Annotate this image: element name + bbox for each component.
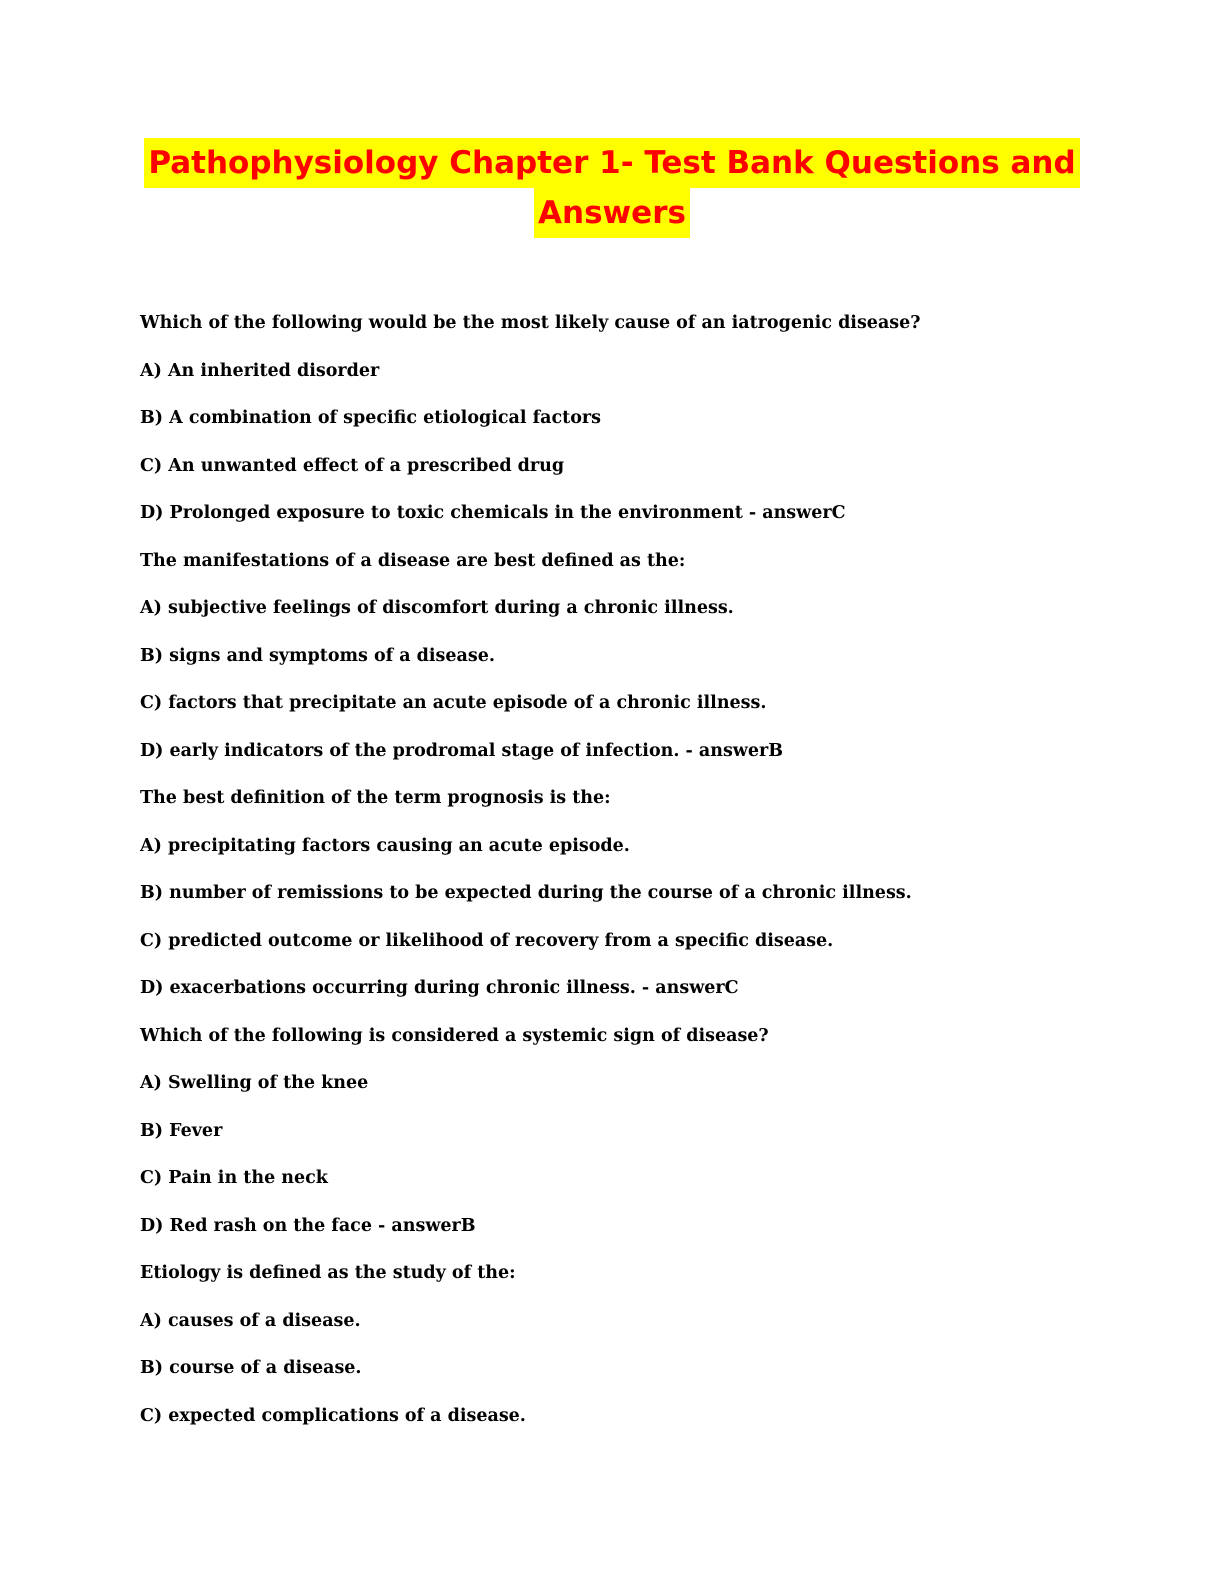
question-text: Which of the following is considered a systemic sign of disease? (140, 1025, 769, 1046)
answer-option-with-key: D) Red rash on the face - answerB (140, 1215, 476, 1236)
document-title (0, 138, 1224, 238)
answer-option: C) factors that precipitate an acute episode of a chronic illness. (140, 693, 767, 713)
answer-option: B) course of a disease. (140, 1358, 362, 1378)
answer-option: C) predicted outcome or likelihood of recovery from a specific disease. (140, 930, 834, 951)
question-text: The manifestations of a disease are best defined as the: (140, 550, 686, 571)
question-text: Which of the following would be the most likely cause of an iatrogenic disease? (140, 313, 921, 333)
answer-option: A) precipitating factors causing an acute episode. (140, 835, 630, 856)
title-line-2: Answers (534, 188, 690, 238)
answer-option: C) expected complications of a disease. (140, 1405, 526, 1426)
answer-option: A) An inherited disorder (140, 360, 380, 381)
answer-option: A) subjective feelings of discomfort during a chronic illness. (140, 598, 734, 618)
answer-option: C) Pain in the neck (140, 1168, 328, 1188)
answer-option-with-key: D) exacerbations occurring during chronic illness. - answerC (140, 978, 739, 998)
answer-option: A) Swelling of the knee (140, 1073, 369, 1093)
title-line-1: Pathophysiology Chapter 1- Test Bank Questions and (144, 138, 1079, 188)
answer-option-with-key: D) early indicators of the prodromal stage of infection. - answerB (140, 740, 784, 761)
answer-option: A) causes of a disease. (140, 1310, 361, 1331)
answer-option-with-key: D) Prolonged exposure to toxic chemicals in the environment - answerC (140, 503, 846, 523)
answer-option: B) Fever (140, 1120, 223, 1141)
question-text: The best definition of the term prognosis is the: (140, 788, 611, 808)
answer-option: B) signs and symptoms of a disease. (140, 645, 495, 666)
answer-option: B) number of remissions to be expected during the course of a chronic illness. (140, 883, 912, 903)
answer-option: B) A combination of specific etiological factors (140, 408, 601, 428)
question-list (140, 309, 1100, 1449)
question-text: Etiology is defined as the study of the: (140, 1263, 516, 1283)
answer-option: C) An unwanted effect of a prescribed drug (140, 455, 565, 476)
